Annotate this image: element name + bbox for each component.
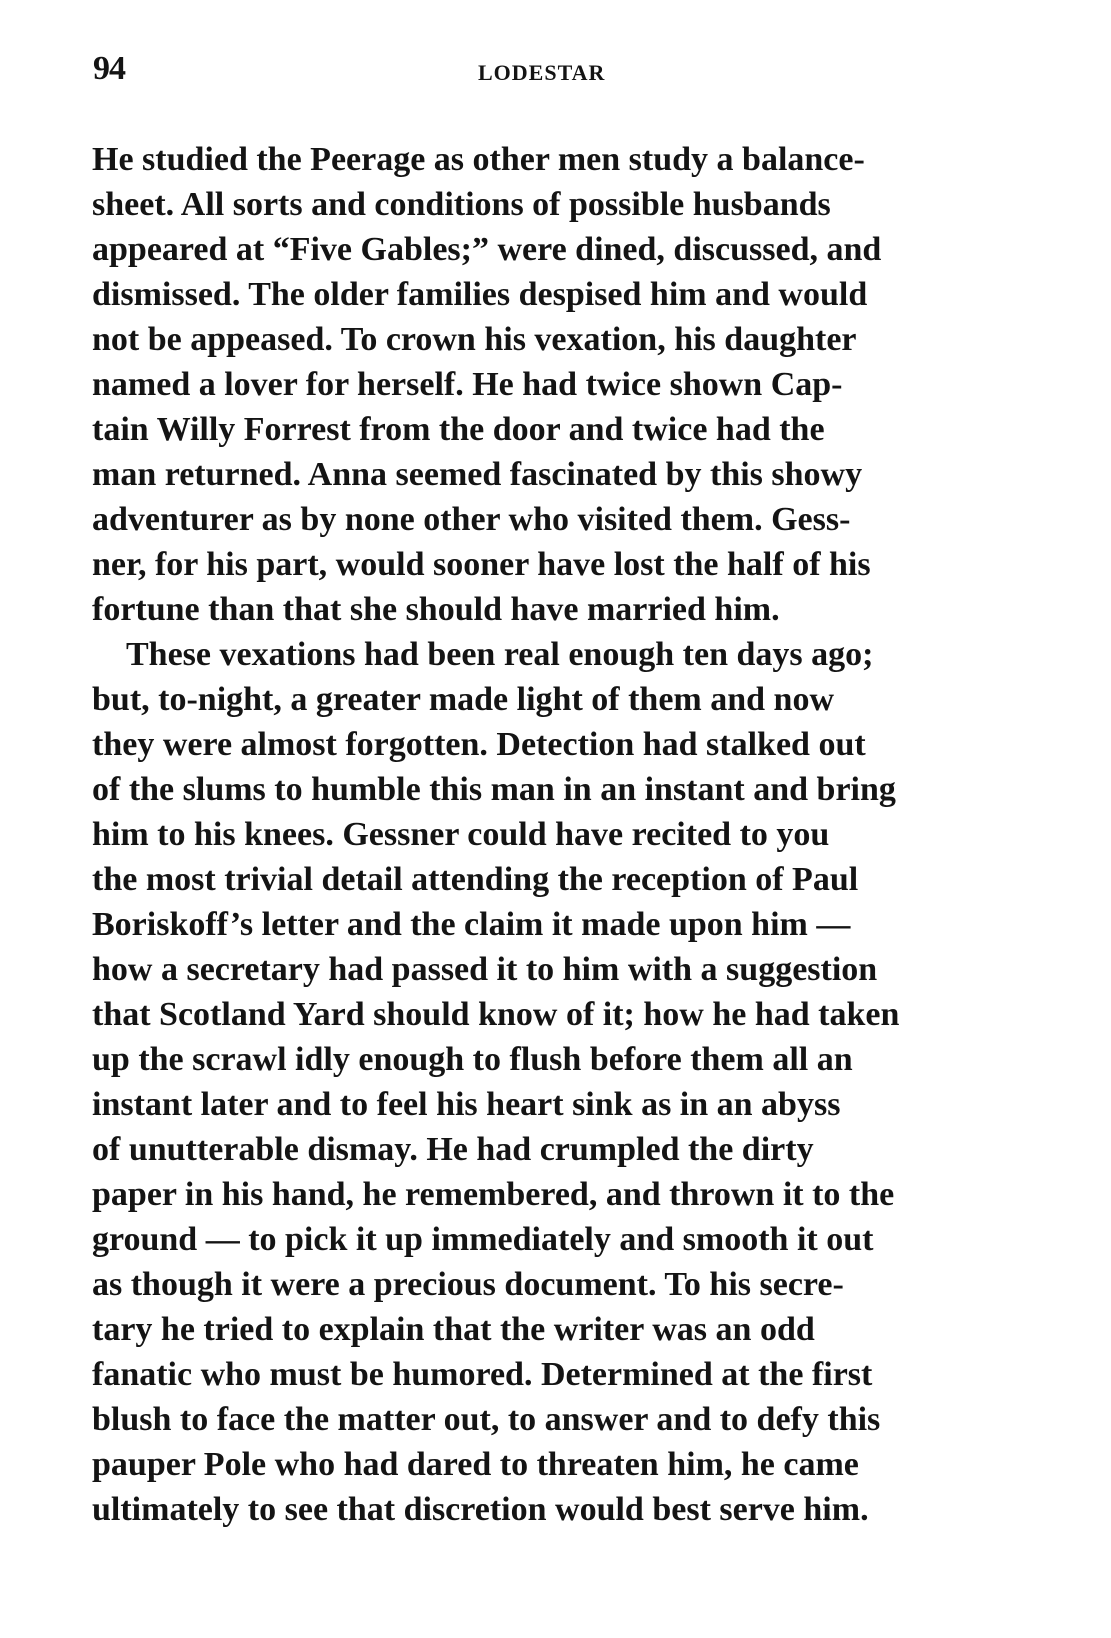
text-line: paper in his hand, he remembered, and thrown it to the [92,1176,895,1213]
text-line: of unutterable dismay. He had crumpled the dirty [92,1131,814,1168]
page-number: 94 [93,50,125,87]
text-line: how a secretary had passed it to him with a suggestion [92,951,878,988]
text-line: tain Willy Forrest from the door and twice had the [92,411,825,448]
text-line: ground — to pick it up immediately and smooth it out [92,1221,874,1258]
body-text [92,137,1056,1532]
text-line: of the slums to humble this man in an instant and bring [92,771,896,808]
text-line: appeared at “Five Gables;” were dined, discussed, and [92,231,882,268]
running-head [93,50,1063,90]
text-line: but, to-night, a greater made light of them and now [92,681,835,718]
text-line: not be appeased. To crown his vexation, his daughter [92,321,857,358]
text-line: as though it were a precious document. To his secre- [92,1266,844,1303]
text-line: man returned. Anna seemed fascinated by this showy [92,456,863,493]
text-line: named a lover for herself. He had twice shown Cap- [92,366,843,403]
text-line: they were almost forgotten. Detection had stalked out [92,726,866,763]
text-line: up the scrawl idly enough to flush before them all an [92,1041,853,1078]
text-line: fortune than that she should have married him. [92,591,780,628]
text-line: sheet. All sorts and conditions of possible husbands [92,186,831,223]
text-line: blush to face the matter out, to answer and to defy this [92,1401,881,1438]
text-line: ner, for his part, would sooner have lost the half of his [92,546,871,583]
text-line: These vexations had been real enough ten days ago; [126,636,874,673]
text-line: tary he tried to explain that the writer was an odd [92,1311,815,1348]
text-line: instant later and to feel his heart sink as in an abyss [92,1086,841,1123]
paragraph-2 [92,632,1056,1532]
running-title: LODESTAR [478,60,606,85]
text-line: adventurer as by none other who visited them. Gess- [92,501,851,538]
text-line: pauper Pole who had dared to threaten him, he came [92,1446,859,1483]
text-line: ultimately to see that discretion would best serve him. [92,1491,869,1528]
text-line: Boriskoff’s letter and the claim it made upon him — [92,906,851,943]
text-line: He studied the Peerage as other men study a balance- [92,141,865,178]
text-line: dismissed. The older families despised him and would [92,276,868,313]
text-line: that Scotland Yard should know of it; how he had taken [92,996,900,1033]
text-line: the most trivial detail attending the reception of Paul [92,861,859,898]
text-line: him to his knees. Gessner could have recited to you [92,816,830,853]
paragraph-1 [92,137,1056,632]
text-line: fanatic who must be humored. Determined at the first [92,1356,873,1393]
